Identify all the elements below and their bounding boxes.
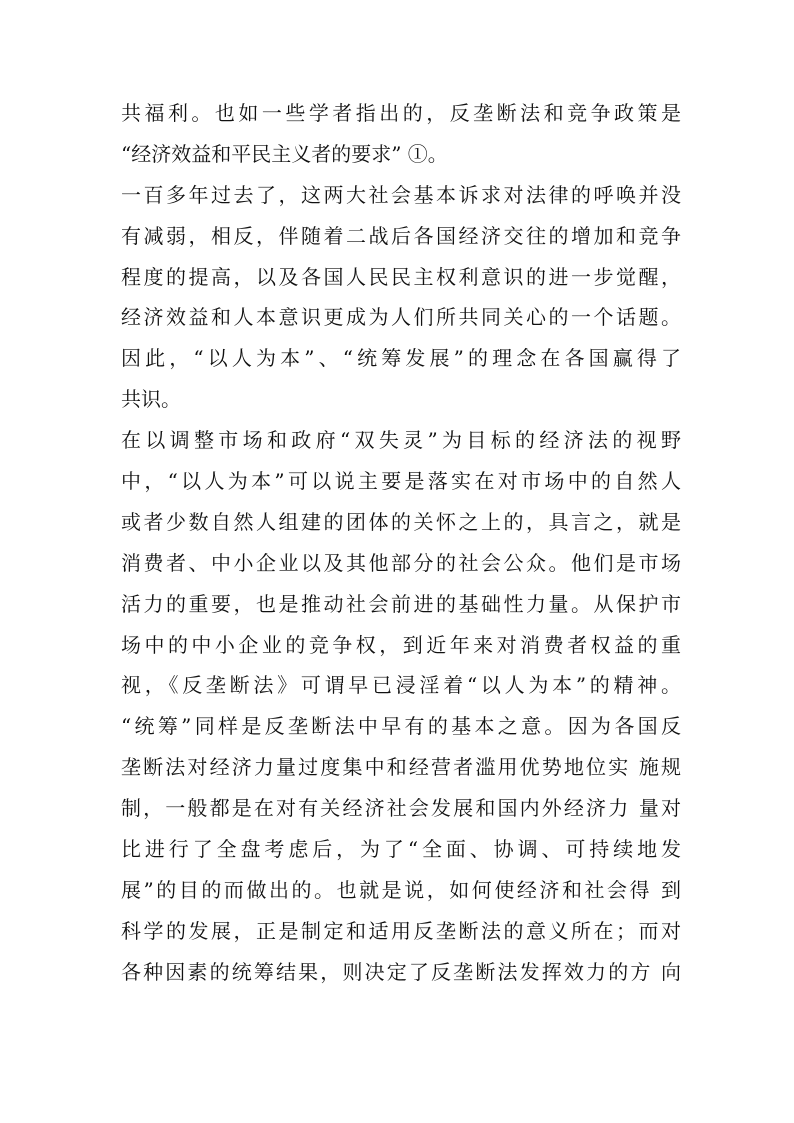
text-line: 消费者、中小企业以及其他部分的社会公众。他们是市场 <box>121 550 681 575</box>
text-line: 制，一般都是在对有关经济社会发展和国内外经济力 量对 <box>121 796 681 821</box>
text-line: 有减弱，相反，伴随着二战后各国经济交往的增加和竞争 <box>121 223 681 248</box>
text-line: 活力的重要，也是推动社会前进的基础性力量。从保护市 <box>121 591 681 616</box>
body-text <box>121 93 681 993</box>
text-line: 视，《反垄断法》可谓早已浸淫着“以人为本”的精神。 <box>121 673 681 698</box>
text-line: 比进行了全盘考虑后，为了“全面、协调、可持续地发 <box>121 837 681 862</box>
text-line: 一百多年过去了，这两大社会基本诉求对法律的呼唤并没 <box>121 182 681 207</box>
text-line: 程度的提高，以及各国人民民主权利意识的进一步觉醒， <box>121 264 681 289</box>
text-line: 各种因素的统筹结果，则决定了反垄断法发挥效力的方 向 <box>121 959 681 984</box>
text-line: 因此，“以人为本”、“统筹发展”的理念在各国赢得了 <box>121 346 681 371</box>
text-line: 在以调整市场和政府“双失灵”为目标的经济法的视野 <box>121 428 681 453</box>
text-line: 科学的发展，正是制定和适用反垄断法的意义所在；而对 <box>121 918 681 943</box>
text-line: 场中的中小企业的竞争权，到近年来对消费者权益的重 <box>121 632 681 657</box>
text-line: 共识。 <box>121 387 181 412</box>
text-line: 经济效益和人本意识更成为人们所共同关心的一个话题。 <box>121 305 681 330</box>
text-line: 中，“以人为本”可以说主要是落实在对市场中的自然人 <box>121 469 681 494</box>
text-line: “经济效益和平民主义者的要求” ①。 <box>121 141 448 166</box>
text-line: 或者少数自然人组建的团体的关怀之上的，具言之，就是 <box>121 509 681 534</box>
text-line: 展”的目的而做出的。也就是说，如何使经济和社会得 到 <box>121 877 681 902</box>
text-line: “统筹”同样是反垄断法中早有的基本之意。因为各国反 <box>121 714 681 739</box>
text-line: 共福利。也如一些学者指出的，反垄断法和竞争政策是 <box>121 101 681 125</box>
text-line: 垄断法对经济力量过度集中和经营者滥用优势地位实 施规 <box>121 755 681 780</box>
